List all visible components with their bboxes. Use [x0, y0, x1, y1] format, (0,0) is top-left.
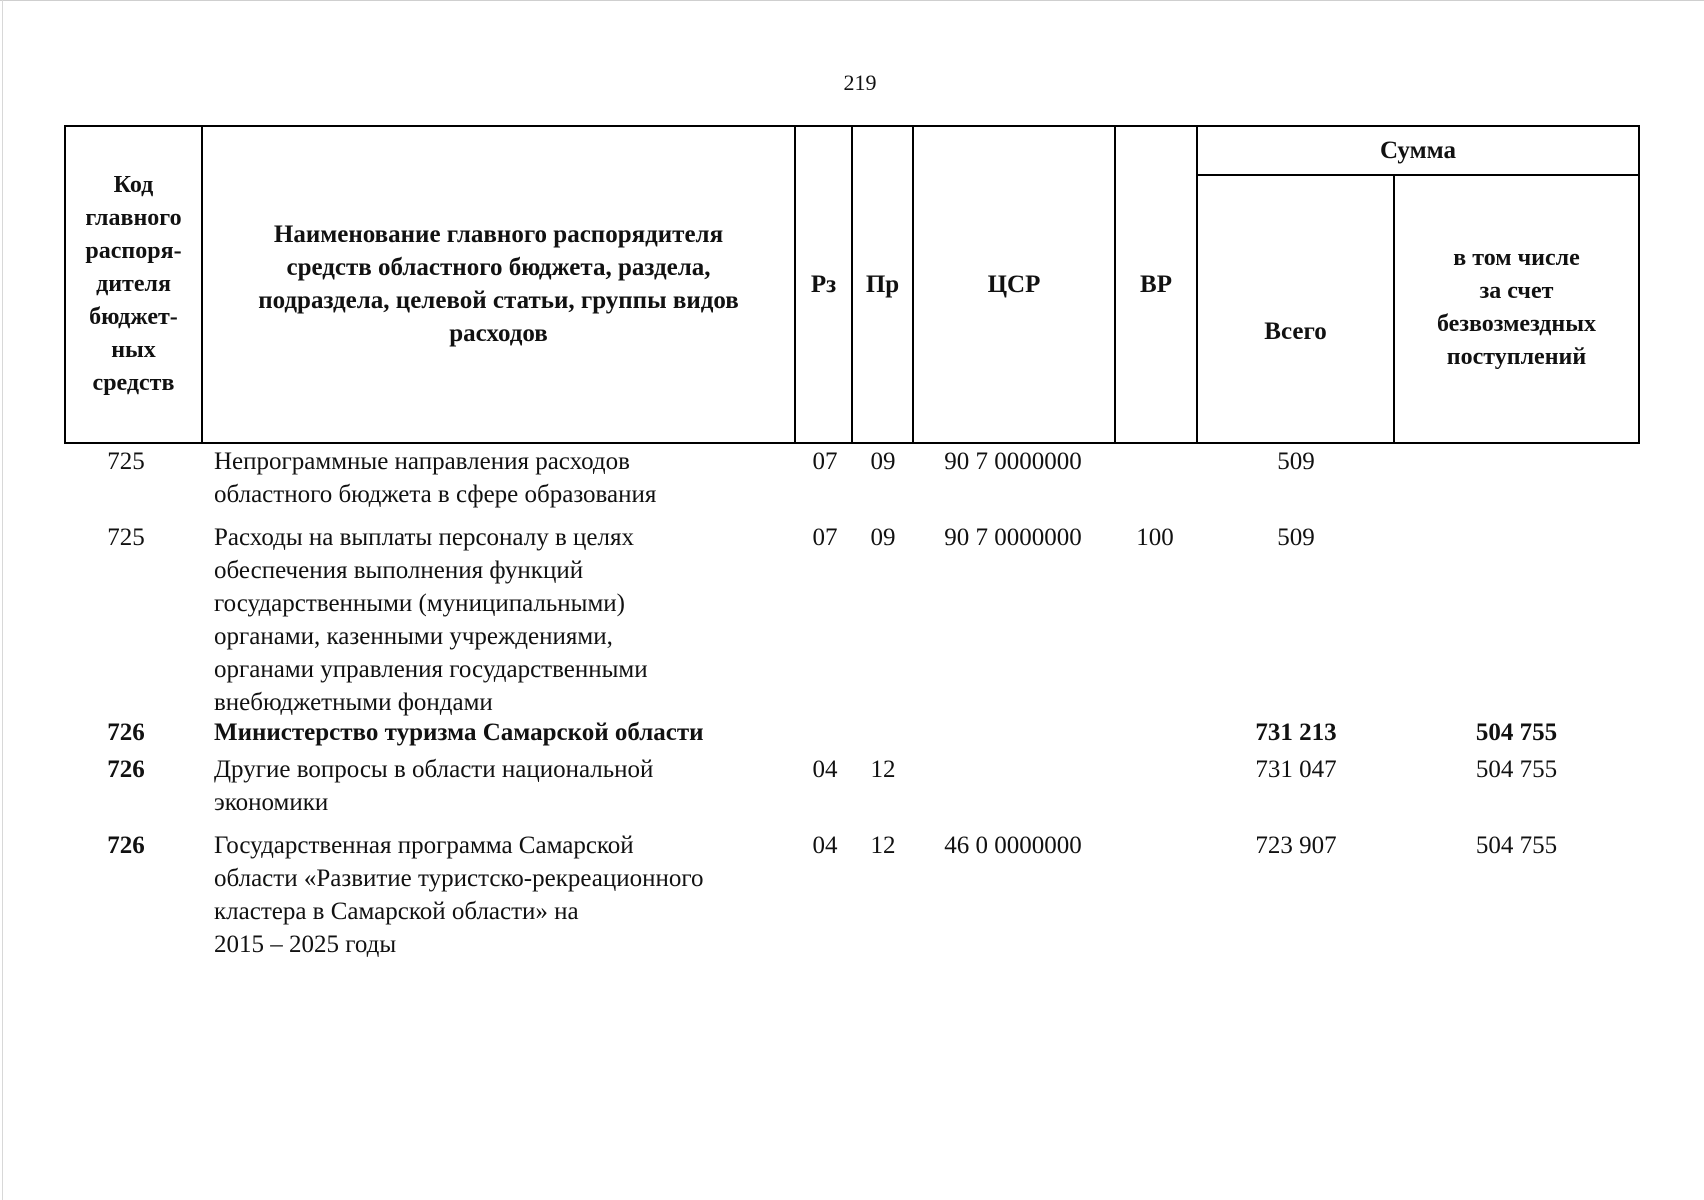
- cell-rz: 07: [812, 524, 838, 551]
- cell-name: Государственная программа Самарской области «Развитие туристско-рекреационного кластера в Самарской области» на 2015 – 2025 годы: [214, 832, 704, 958]
- cell-rz: 04: [812, 756, 838, 783]
- header-name: Наименование главного распорядителя средств областного бюджета, раздела, подраздела, целевой статьи, группы видов расходов: [258, 220, 739, 347]
- cell-pr: 12: [870, 832, 896, 859]
- cell-free: 504 755: [1475, 832, 1558, 859]
- cell-total: 509: [1277, 524, 1315, 551]
- header-right-border: [1638, 125, 1640, 444]
- cell-name: Непрограммные направления расходов областного бюджета в сфере образования: [214, 448, 657, 508]
- cell-vr: 100: [1136, 524, 1174, 551]
- cell-free: 504 755: [1475, 719, 1558, 746]
- header-sum: Сумма: [1380, 137, 1456, 164]
- header-total: Всего: [1264, 317, 1327, 345]
- header-vr: ВР: [1140, 271, 1172, 298]
- cell-total: 731 213: [1255, 719, 1337, 746]
- header-csr: ЦСР: [987, 271, 1041, 298]
- cell-total: 723 907: [1255, 832, 1337, 859]
- header-code: Код главного распоря- дителя бюджет- ных средств: [85, 172, 182, 396]
- cell-code: 726: [107, 756, 145, 783]
- cell-code: 726: [107, 832, 145, 859]
- cell-total: 731 047: [1255, 756, 1337, 783]
- cell-name: Другие вопросы в области национальной экономики: [214, 756, 654, 816]
- header-rz: Рз: [810, 271, 837, 298]
- page-top-edge: [0, 0, 1704, 1]
- cell-name: Расходы на выплаты персоналу в целях обеспечения выполнения функций государственными (муниципальными) органами, казенными учреждениями, органами управления государственными внебюджетными фондами: [214, 524, 648, 716]
- cell-pr: 09: [870, 448, 896, 475]
- cell-code: 725: [107, 524, 145, 551]
- cell-csr: 90 7 0000000: [944, 448, 1082, 475]
- cell-code: 725: [107, 448, 145, 475]
- cell-code: 726: [107, 719, 145, 746]
- cell-free: 504 755: [1475, 756, 1558, 783]
- cell-csr: 46 0 0000000: [944, 832, 1082, 859]
- cell-csr: 90 7 0000000: [944, 524, 1082, 551]
- page-left-edge: [2, 0, 3, 1200]
- cell-pr: 12: [870, 756, 896, 783]
- cell-rz: 04: [812, 832, 838, 859]
- cell-pr: 09: [870, 524, 896, 551]
- cell-rz: 07: [812, 448, 838, 475]
- header-free: в том числе за счет безвозмездных поступлений: [1437, 245, 1596, 370]
- header-pr: Пр: [865, 271, 900, 298]
- cell-name: Министерство туризма Самарской области: [214, 719, 704, 746]
- cell-total: 509: [1277, 448, 1315, 475]
- page-number: 219: [843, 70, 877, 95]
